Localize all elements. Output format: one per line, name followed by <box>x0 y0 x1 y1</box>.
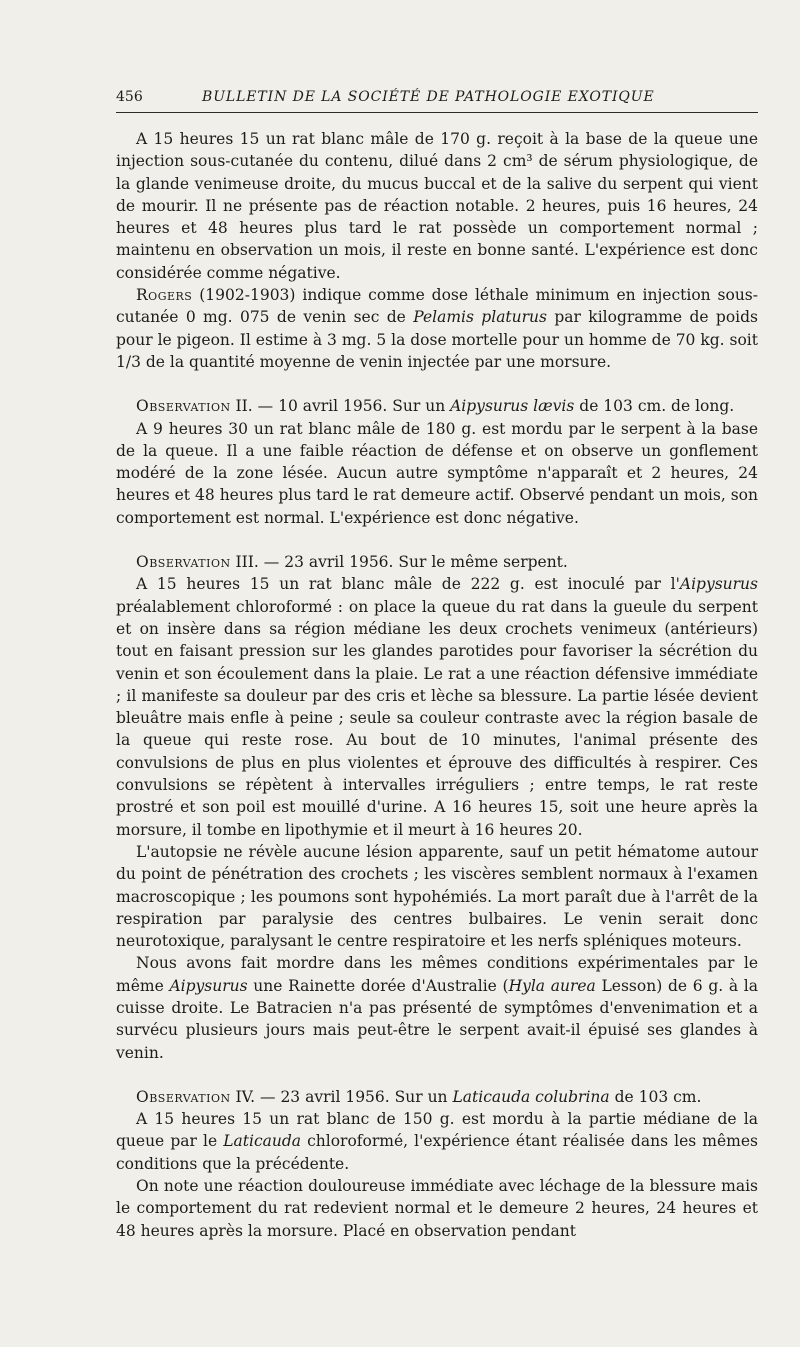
paragraph-autopsy: L'autopsie ne révèle aucune lésion apparente, sauf un petit hématome autour du point de pénétration des crochets ; les viscères semblent normaux à l'examen macroscopique ; les poumons sont hypohémiés. La mort paraît due à l'arrêt de la respiration par paralysie des centres bulbaires. Le venin serait donc neurotoxique, paralysant le centre respiratoire et les nerfs spléniques moteurs. <box>116 842 758 951</box>
paragraph-observation-2: A 9 heures 30 un rat blanc mâle de 180 g. est mordu par le serpent à la base de la queue. Il a une faible réaction de défense et on observe un gonflement modéré de la zone lésée. Aucun autre symptôme n'apparaît et 2 heures, 24 heures et 48 heures plus tard le rat demeure actif. Observé pendant un mois, son comportement est normal. L'expérience est donc négative. <box>116 419 758 527</box>
species-name: Hyla aurea <box>508 976 596 995</box>
observation-label: Observation <box>136 553 231 572</box>
paragraph-rat-injection: A 15 heures 15 un rat blanc mâle de 170 g. reçoit à la base de la queue une injection sous-cutanée du contenu, dilué dans 2 cm³ de sérum physiologique, de la glande venimeuse droite, du mucus buccal et de la salive du serpent qui vient de mourir. Il ne présente pas de réaction notable. 2 heures, puis 16 heures, 24 heures et 48 heures plus tard le rat possède un comportement normal ; maintenu en observation un mois, il reste en bonne santé. L'expérience est donc considérée comme négative. <box>116 130 758 282</box>
text-run: III. — 23 avril 1956. Sur le même serpent. <box>230 553 568 572</box>
text-run: préalablement chloroformé : on place la queue du rat dans la gueule du serpent et on insère dans sa région médiane les deux crochets venimeux (antérieurs) tout en faisant pression sur les glandes parotides pour favoriser la sécrétion du venin et son écoulement dans la plaie. Le rat a une réaction défensive immédiate ; il manifeste sa douleur par des cris et lèche sa blessure. La partie lésée devient bleuâtre mais enfle à peine ; seule sa couleur contraste avec la région basale de la queue qui reste rose. Au bout de 10 minutes, l'animal présente des convulsions de plus en plus violentes et éprouve des difficultés à respirer. Ces convulsions se répètent à intervalles irréguliers ; entre temps, le rat reste prostré et son poil est mouillé d'urine. A 16 heures 15, soit une heure après la morsure, il tombe en lipothymie et il meurt à 16 heures 20. <box>116 597 758 839</box>
text-run: A 15 heures 15 un rat blanc de 150 g. est mordu à la partie médiane de la queue par le <box>116 1110 758 1151</box>
observation-2-heading <box>116 395 758 417</box>
page-number: 456 <box>116 89 143 105</box>
text-run: chloroformé, l'expérience étant réalisée dans les mêmes conditions que la précédente. <box>116 1132 758 1173</box>
author-name: Rogers <box>136 286 193 305</box>
observation-3-heading <box>116 551 758 573</box>
observation-label: Observation <box>136 1087 231 1106</box>
paragraph-reaction: On note une réaction douloureuse immédiate avec léchage de la blessure mais le comportement du rat redevient normal et le demeure 2 heures, 24 heures et 48 heures après la morsure. Placé en observation pendant <box>116 1177 758 1240</box>
running-title: BULLETIN DE LA SOCIÉTÉ DE PATHOLOGIE EXOTIQUE <box>202 89 655 105</box>
text-run: (1902-1903) indique comme dose léthale minimum en injection sous-cutanée 0 mg. 075 de venin sec de <box>116 286 758 327</box>
species-name: Pelamis platurus <box>413 308 547 327</box>
text-run: II. — 10 avril 1956. Sur un <box>230 397 451 416</box>
text-run: IV. — 23 avril 1956. Sur un <box>230 1087 453 1106</box>
text-run: Lesson) de 6 g. à la cuisse droite. Le Batracien n'a pas présenté de symptômes d'envenimation et a survécu plusieurs jours mais peut-être le serpent avait-il épuisé ses glandes à venin. <box>116 976 759 1062</box>
text-run: A 15 heures 15 un rat blanc mâle de 222 g. est inoculé par l' <box>136 575 680 594</box>
genus-name: Laticauda <box>223 1132 302 1151</box>
running-header <box>116 86 758 113</box>
paragraph-observation-3 <box>116 573 758 841</box>
genus-name: Aipysurus <box>679 575 758 594</box>
text-run: une Rainette dorée d'Australie ( <box>247 976 509 995</box>
text-run: Nous avons fait mordre dans les mêmes conditions expérimentales par le même <box>116 954 758 995</box>
species-name: Laticauda colubrina <box>452 1087 610 1106</box>
text-run: par kilogramme de poids pour le pigeon. Il estime à 3 mg. 5 la dose mortelle pour un homme de 70 kg. soit 1/3 de la quantité moyenne de venin injectée par une morsure. <box>116 308 758 371</box>
article-body <box>116 128 758 1242</box>
text-run: de 103 cm. <box>609 1087 702 1106</box>
observation-label: Observation <box>136 397 231 416</box>
paragraph-observation-4 <box>116 1108 758 1175</box>
paragraph-rogers <box>116 284 758 373</box>
observation-4-heading <box>116 1086 758 1108</box>
text-run: de 103 cm. de long. <box>574 397 735 416</box>
paragraph-hyla <box>116 952 758 1063</box>
genus-name: Aipysurus <box>169 976 248 995</box>
species-name: Aipysurus lævis <box>450 397 575 416</box>
